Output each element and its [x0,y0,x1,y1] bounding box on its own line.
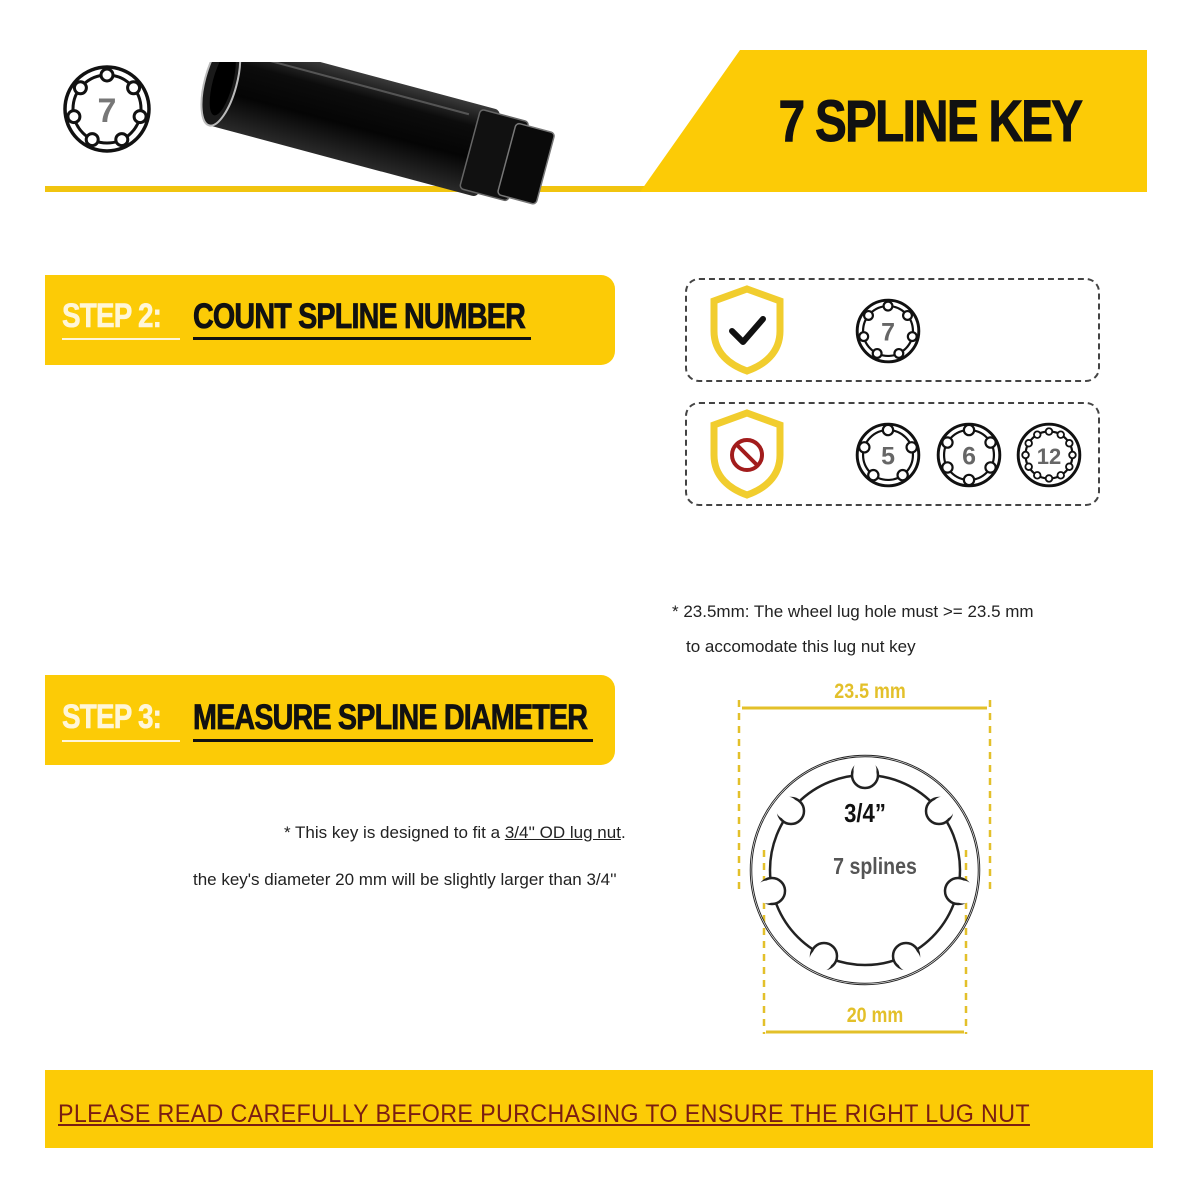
fit-note-line2: the key's diameter 20 mm will be slightly larger than 3/4'' [193,870,617,889]
outer-diameter-label: 23.5 mm [834,680,906,703]
step3-title: MEASURE SPLINE DIAMETER [193,698,588,737]
svg-text:5: 5 [881,442,895,471]
fit-note-underlined: 3/4'' OD lug nut [504,823,621,842]
step2-label: STEP 2: [62,297,162,335]
lug-hole-note-line1: * 23.5mm: The wheel lug hole must >= 23.5 mm [672,602,1034,621]
page-title: 7 SPLINE KEY [778,89,1082,154]
svg-text:6: 6 [962,442,976,471]
fit-note-line1 [284,823,626,843]
spline-12-icon [1016,422,1082,488]
inner-diameter-label: 20 mm [846,1004,904,1027]
spline-6-icon [936,422,1002,488]
step3-label: STEP 3: [62,698,162,736]
warning-text: PLEASE READ CAREFULLY BEFORE PURCHASING TO ENSURE THE RIGHT LUG NUT [58,1100,1030,1128]
fit-note-prefix: * This key is designed to fit a [284,823,505,842]
step3-underline-left [62,740,180,742]
step2-underline [193,337,531,340]
step3-underline [193,739,593,742]
spline-7-icon [62,64,152,154]
step2-underline-left [62,338,180,340]
fit-note-suffix: . [620,823,626,842]
size-label: 3/4” [844,798,886,828]
shield-check-icon [708,285,786,375]
lug-key-image [190,62,570,212]
svg-text:7: 7 [97,92,117,130]
splines-label: 7 splines [833,853,917,879]
spline-5-icon [855,422,921,488]
svg-text:7: 7 [881,318,895,347]
spline-7-correct-icon [855,298,921,364]
lug-hole-note-line2: to accomodate this lug nut key [686,637,916,656]
shield-prohibited-icon [708,408,786,500]
svg-text:12: 12 [1036,443,1062,469]
step2-title: COUNT SPLINE NUMBER [193,297,526,336]
